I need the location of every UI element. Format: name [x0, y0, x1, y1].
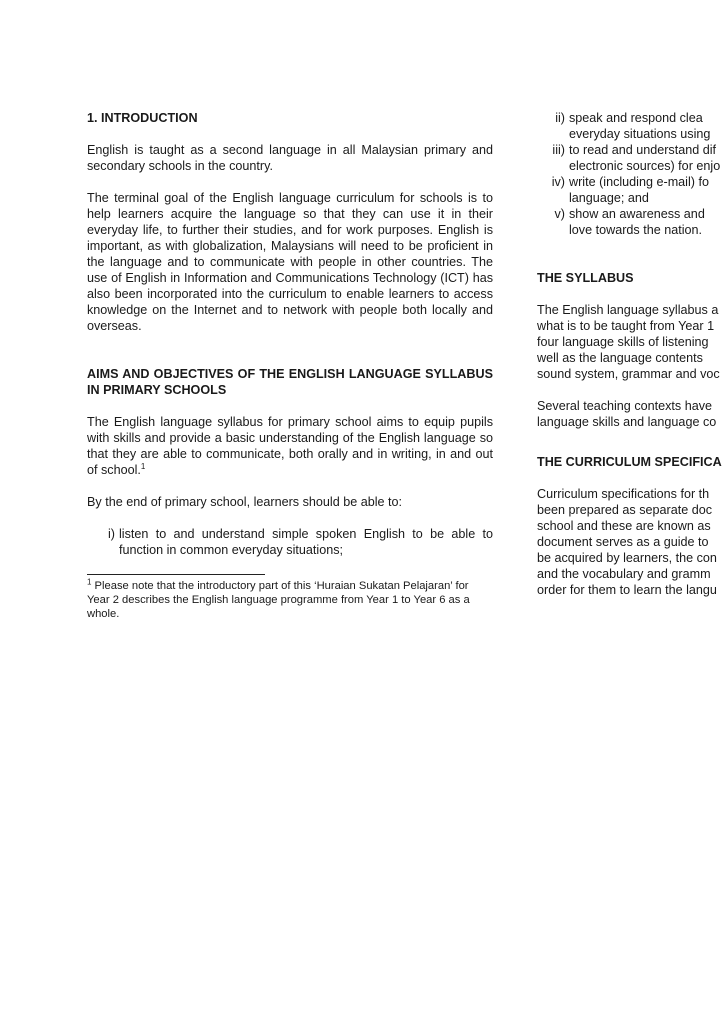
footnote-text: Please note that the introductory part of this ‘Huraian Sukatan Pelajaran’ for Year 2 describes the English language programme from Year 1 to Year 6 as a whole. — [87, 580, 470, 620]
introduction-paragraph-2: The terminal goal of the English language curriculum for schools is to help learners acquire the language so that they can use it in their everyday life, to further their studies, and for work purposes. English is important, as with globalization, Malaysians will need to be proficient in the language and to communicate with people in other countries. The use of English in Information and Communications Technology (ICT) has also been incorporated into the curriculum to enable learners to access knowledge on the Internet and to network with people both locally and overseas. — [87, 191, 493, 333]
text-line: sound system, grammar and voc — [537, 367, 720, 381]
footnote-marker: 1 — [87, 577, 92, 587]
text-line: four language skills of listening — [537, 335, 709, 349]
introduction-paragraph-1: English is taught as a second language in all Malaysian primary and secondary schools in the country. — [87, 143, 493, 173]
right-column — [537, 110, 728, 598]
text-line: language skills and language co — [537, 415, 717, 429]
syllabus-heading: THE SYLLABUS — [537, 271, 634, 285]
objective-item-iii — [537, 142, 728, 174]
objective-text: listen to and understand simple spoken English to be able to function in common everyday situations; — [119, 527, 493, 557]
objective-item-ii — [537, 110, 728, 142]
aims-heading: AIMS AND OBJECTIVES OF THE ENGLISH LANGUAGE SYLLABUS IN PRIMARY SCHOOLS — [87, 367, 493, 397]
text-line: The English language syllabus a — [537, 303, 719, 317]
text-line: well as the language contents — [537, 351, 703, 365]
curriculum-paragraph — [537, 486, 728, 598]
syllabus-paragraph — [537, 302, 728, 382]
objective-item-v — [537, 206, 728, 238]
objective-line: write (including e-mail) fo — [569, 175, 709, 189]
curriculum-heading: THE CURRICULUM SPECIFICA — [537, 455, 722, 469]
aims-paragraph-2: By the end of primary school, learners should be able to: — [87, 495, 403, 509]
objective-line: to read and understand dif — [569, 143, 717, 157]
introduction-heading: 1. INTRODUCTION — [87, 111, 198, 125]
text-line: Several teaching contexts have — [537, 399, 713, 413]
text-line: be acquired by learners, the con — [537, 551, 717, 565]
footnote-divider — [87, 574, 265, 575]
objective-item-iv — [537, 174, 728, 206]
objective-line: show an awareness and — [569, 207, 705, 221]
footnote-reference: 1 — [140, 461, 146, 471]
contexts-paragraph — [537, 398, 728, 430]
text-line: been prepared as separate doc — [537, 503, 713, 517]
objective-line: language; and — [569, 191, 649, 205]
objective-item-i — [87, 526, 493, 558]
objective-number: iv) — [551, 175, 565, 189]
objective-line: electronic sources) for enjo — [569, 159, 721, 173]
objectives-list-continued — [537, 110, 728, 238]
text-line: Curriculum specifications for th — [537, 487, 710, 501]
objective-number: v) — [554, 207, 565, 221]
objective-line: love towards the nation. — [569, 223, 703, 237]
objective-line: everyday situations using — [569, 127, 711, 141]
text-line: document serves as a guide to — [537, 535, 709, 549]
objectives-list — [87, 526, 493, 558]
text-line: school and these are known as — [537, 519, 711, 533]
text-line: and the vocabulary and gramm — [537, 567, 711, 581]
text-line: order for them to learn the langu — [537, 583, 717, 597]
left-column — [87, 110, 493, 621]
aims-paragraph-1 — [87, 414, 493, 478]
objective-number: ii) — [555, 111, 565, 125]
text-line: what is to be taught from Year 1 — [537, 319, 715, 333]
aims-paragraph-1-text: The English language syllabus for primary school aims to equip pupils with skills and provide a basic understanding of the English language so that they are able to communicate, both orally and in writing, in and out of school. — [87, 415, 493, 477]
objective-line: speak and respond clea — [569, 111, 703, 125]
footnote — [87, 579, 493, 621]
objective-number: i) — [108, 527, 115, 541]
objective-number: iii) — [552, 143, 565, 157]
